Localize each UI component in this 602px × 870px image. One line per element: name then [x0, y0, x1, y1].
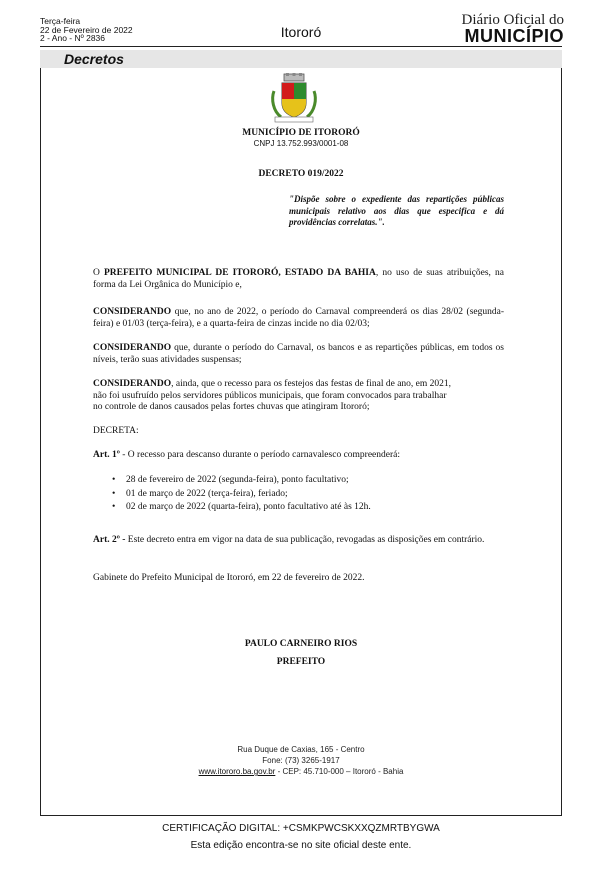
list-item: 02 de março de 2022 (quarta-feira), ponto facultativo até às 12h. — [126, 502, 371, 512]
intro-bold: PREFEITO MUNICIPAL DE ITORORÓ, ESTADO DA BAHIA — [103, 268, 376, 278]
signer-role: PREFEITO — [276, 657, 326, 667]
brand-top: Diário Oficial do — [461, 12, 564, 28]
closing-line: Gabinete do Prefeito Municipal de Itororó, em 22 de fevereiro de 2022. — [93, 573, 365, 583]
weekday: Terça-feira — [40, 16, 81, 26]
signer-name: PAULO CARNEIRO RIOS — [244, 639, 358, 649]
considering-2: CONSIDERANDO que, durante o período do Carnaval, os bancos e as repartições públicas, em todos os níveis, terão suas atividades suspensas; — [93, 343, 504, 365]
bullet-icon: • — [112, 475, 116, 485]
decree-number: DECRETO 019/2022 — [258, 169, 344, 179]
bullet-icon: • — [112, 489, 116, 499]
address: Rua Duque de Caxias, 165 - Centro — [237, 745, 365, 754]
phone: Fone: (73) 3265-1917 — [262, 756, 340, 765]
cnpj: CNPJ 13.752.993/0001-08 — [253, 139, 349, 148]
intro-paragraph: O PREFEITO MUNICIPAL DE ITORORÓ, ESTADO DA BAHIA, no uso de suas atribuições, na forma da Lei Orgânica do Município e, — [93, 268, 504, 290]
list-item: 28 de fevereiro de 2022 (segunda-feira), ponto facultativo; — [126, 475, 349, 485]
decreta: DECRETA: — [93, 426, 139, 436]
diario-oficial-logo — [462, 13, 564, 45]
website-link[interactable]: www.itororo.ba.gov.br — [198, 767, 276, 776]
section-title: Decretos — [64, 51, 124, 67]
edition-date: 22 de Fevereiro de 2022 — [40, 24, 133, 35]
city-name: Itororó — [280, 24, 322, 40]
contact-line: www.itororo.ba.gov.br - CEP: 45.710-000 – Itororó - Bahia — [198, 767, 404, 776]
coat-of-arms-icon — [269, 73, 319, 125]
list-item: 01 de março de 2022 (terça-feira), feriado; — [126, 489, 288, 499]
bullet-icon: • — [112, 502, 116, 512]
footer-note: Esta edição encontra-se no site oficial deste ente. — [190, 840, 412, 851]
article-1: Art. 1º - O recesso para descanso durante o período carnavalesco compreenderá: — [93, 450, 401, 460]
considering-3: CONSIDERANDO, ainda, que o recesso para os festejos das festas de final de ano, em 2021, não foi usufruído pelos servidores públicos municipais, que foram convocados para trabalhar no controle de danos causados pelas fortes chuvas que atingiram Itororó; — [93, 379, 452, 412]
brand-bottom: MUNICÍPIO — [464, 26, 564, 46]
decree-summary: "Dispõe sobre o expediente das repartições públicas municipais relativo aos dias que especifica e dá providências correlatas.". — [289, 194, 504, 227]
article-2: Art. 2º - Este decreto entra em vigor na data de sua publicação, revogadas as disposições em contrário. — [93, 535, 485, 545]
header-rule — [40, 46, 562, 47]
edition-number: 2 - Ano - Nº 2836 — [40, 33, 106, 43]
considering-1: CONSIDERANDO que, no ano de 2022, o período do Carnaval compreenderá os dias 28/02 (segunda-feira) e 01/03 (terça-feira), e a quarta-feira de cinzas incide no dia 02/03; — [93, 307, 504, 329]
municipality-name: MUNICÍPIO DE ITORORÓ — [242, 128, 360, 138]
digital-certification: CERTIFICAÇÃO DIGITAL: +CSMKPWCSKXXQZMRTBYGWA — [162, 823, 440, 834]
